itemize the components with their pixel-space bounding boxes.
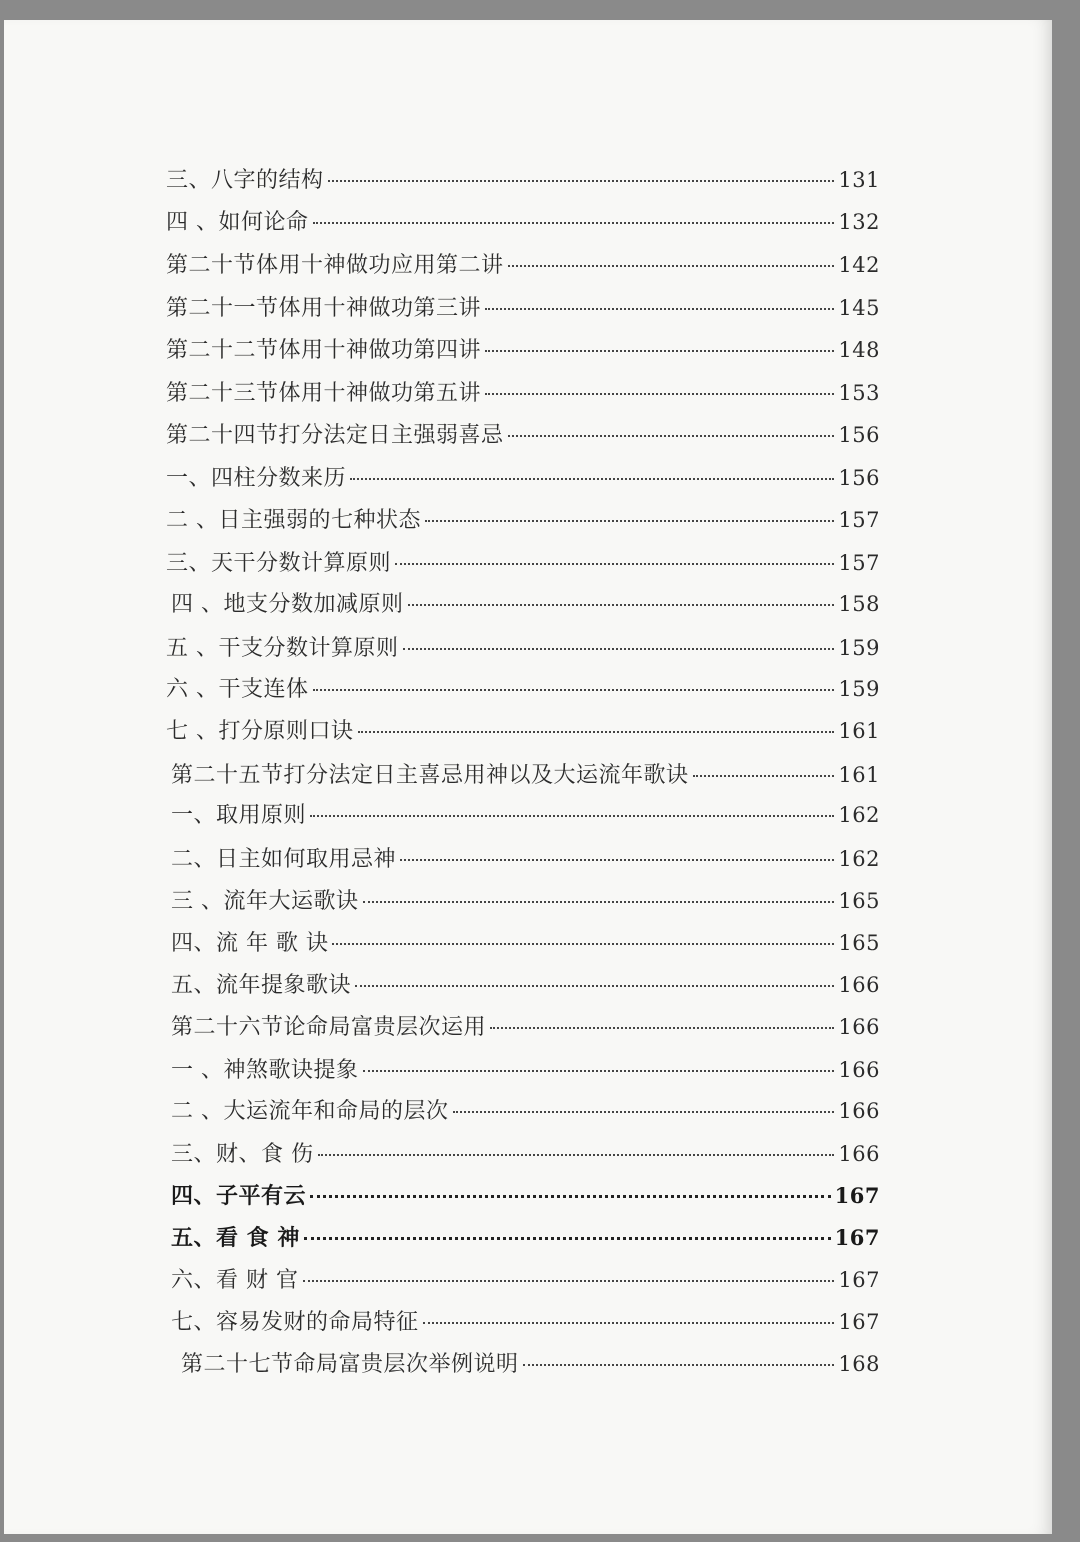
toc-dot-leader (303, 1280, 835, 1282)
toc-entry-page-number: 157 (838, 508, 880, 532)
toc-entry (166, 248, 880, 282)
toc-dot-leader (425, 520, 834, 522)
toc-dot-leader (485, 308, 834, 310)
toc-entry-page-number: 131 (838, 168, 880, 192)
toc-dot-leader (310, 1195, 831, 1198)
toc-entry (166, 672, 880, 706)
toc-entry (166, 631, 880, 665)
table-of-contents (4, 20, 1052, 1534)
toc-entry-title: 二 、大运流年和命局的层次 (171, 1099, 449, 1124)
toc-entry-page-number: 142 (838, 253, 880, 277)
toc-dot-leader (508, 435, 835, 437)
document-page (4, 20, 1052, 1534)
toc-entry-title: 一 、神煞歌诀提象 (171, 1058, 359, 1083)
toc-dot-leader (403, 648, 835, 650)
toc-entry-page-number: 157 (838, 551, 880, 575)
toc-dot-leader (355, 985, 834, 987)
toc-dot-leader (363, 901, 835, 903)
toc-entry-page-number: 167 (838, 1310, 880, 1334)
toc-entry (166, 333, 880, 367)
toc-entry (171, 798, 880, 832)
toc-entry-title: 六、看 财 官 (171, 1268, 299, 1293)
toc-entry-title: 五、流年提象歌诀 (171, 973, 352, 998)
toc-dot-leader (363, 1070, 835, 1072)
toc-entry (171, 1010, 880, 1044)
toc-entry-title: 第二十六节论命局富贵层次运用 (171, 1015, 487, 1040)
toc-entry-page-number: 166 (838, 1099, 880, 1123)
toc-entry-page-number: 161 (838, 763, 880, 787)
toc-entry-title: 七、容易发财的命局特征 (171, 1310, 419, 1335)
toc-entry-page-number: 145 (838, 296, 880, 320)
toc-entry (166, 418, 880, 452)
toc-entry (171, 1137, 880, 1171)
toc-entry-page-number: 159 (838, 636, 880, 660)
toc-entry (166, 546, 880, 580)
toc-entry (166, 376, 880, 410)
toc-entry-page-number: 166 (838, 1142, 880, 1166)
toc-entry (166, 461, 880, 495)
toc-entry-page-number: 165 (838, 931, 880, 955)
toc-entry-title: 三 、流年大运歌诀 (171, 889, 359, 914)
toc-entry (171, 1094, 880, 1128)
toc-entry-title: 第二十二节体用十神做功第四讲 (166, 338, 482, 363)
toc-entry-title: 三、天干分数计算原则 (166, 551, 392, 576)
toc-entry-page-number: 162 (838, 847, 880, 871)
toc-entry-page-number: 165 (838, 889, 880, 913)
toc-dot-leader (400, 859, 834, 861)
toc-entry (171, 1053, 880, 1087)
toc-entry-page-number: 167 (834, 1225, 880, 1250)
toc-entry (171, 1221, 880, 1255)
toc-entry-page-number: 132 (838, 210, 880, 234)
toc-entry-title: 四、流 年 歌 诀 (171, 931, 329, 956)
toc-dot-leader (693, 775, 835, 777)
toc-entry-title: 四、子平有云 (171, 1183, 307, 1209)
toc-entry-page-number: 162 (838, 803, 880, 827)
toc-dot-leader (318, 1154, 835, 1156)
toc-entry-title: 六 、干支连体 (166, 677, 309, 702)
toc-entry-page-number: 156 (838, 423, 880, 447)
toc-dot-leader (350, 478, 834, 480)
toc-entry-page-number: 167 (838, 1268, 880, 1292)
toc-entry-title: 三、财、食 伤 (171, 1142, 314, 1167)
toc-entry-page-number: 158 (838, 592, 880, 616)
toc-entry (166, 714, 880, 748)
toc-entry-title: 第二十节体用十神做功应用第二讲 (166, 253, 504, 278)
toc-entry-title: 二、日主如何取用忌神 (171, 847, 397, 872)
toc-entry-page-number: 156 (838, 466, 880, 490)
toc-entry (166, 503, 880, 537)
toc-dot-leader (313, 222, 835, 224)
toc-entry (171, 968, 880, 1002)
toc-entry (171, 1179, 880, 1213)
toc-entry (171, 926, 880, 960)
toc-entry-title: 四 、地支分数加减原则 (171, 592, 404, 617)
toc-entry-page-number: 166 (838, 973, 880, 997)
toc-dot-leader (508, 265, 835, 267)
toc-entry-page-number: 148 (838, 338, 880, 362)
toc-dot-leader (408, 604, 835, 606)
toc-entry-title: 七 、打分原则口诀 (166, 719, 354, 744)
toc-entry-page-number: 159 (838, 677, 880, 701)
toc-entry-page-number: 168 (838, 1352, 880, 1376)
toc-entry (171, 884, 880, 918)
toc-dot-leader (523, 1364, 835, 1366)
toc-entry-page-number: 167 (834, 1183, 880, 1208)
toc-entry (166, 291, 880, 325)
toc-dot-leader (453, 1111, 835, 1113)
toc-entry (171, 587, 880, 621)
toc-entry-title: 第二十五节打分法定日主喜忌用神以及大运流年歌诀 (171, 763, 689, 788)
toc-entry-title: 五、看 食 神 (171, 1225, 300, 1251)
toc-dot-leader (423, 1322, 835, 1324)
toc-dot-leader (395, 563, 834, 565)
toc-entry-title: 第二十四节打分法定日主强弱喜忌 (166, 423, 504, 448)
toc-dot-leader (358, 731, 835, 733)
toc-entry-page-number: 166 (838, 1058, 880, 1082)
toc-dot-leader (313, 689, 835, 691)
toc-entry (181, 1347, 880, 1381)
toc-entry-page-number: 153 (838, 381, 880, 405)
toc-entry-page-number: 166 (838, 1015, 880, 1039)
toc-entry-title: 一、四柱分数来历 (166, 466, 347, 491)
toc-entry-title: 二 、日主强弱的七种状态 (166, 508, 421, 533)
toc-dot-leader (490, 1027, 834, 1029)
toc-dot-leader (485, 393, 834, 395)
toc-dot-leader (328, 180, 835, 182)
toc-entry-title: 第二十一节体用十神做功第三讲 (166, 296, 482, 321)
toc-dot-leader (485, 350, 834, 352)
toc-entry (171, 842, 880, 876)
toc-entry-title: 第二十七节命局富贵层次举例说明 (181, 1352, 519, 1377)
toc-entry-title: 第二十三节体用十神做功第五讲 (166, 381, 482, 406)
toc-entry-title: 一、取用原则 (171, 803, 307, 828)
toc-entry-title: 四 、如何论命 (166, 210, 309, 235)
toc-entry-title: 五 、干支分数计算原则 (166, 636, 399, 661)
toc-dot-leader (332, 943, 834, 945)
toc-entry (166, 205, 880, 239)
toc-entry-page-number: 161 (838, 719, 880, 743)
toc-entry-title: 三、八字的结构 (166, 168, 324, 193)
toc-entry (171, 758, 880, 792)
toc-entry (171, 1263, 880, 1297)
toc-entry (166, 163, 880, 197)
toc-dot-leader (304, 1237, 831, 1240)
toc-entry (171, 1305, 880, 1339)
toc-dot-leader (310, 815, 834, 817)
